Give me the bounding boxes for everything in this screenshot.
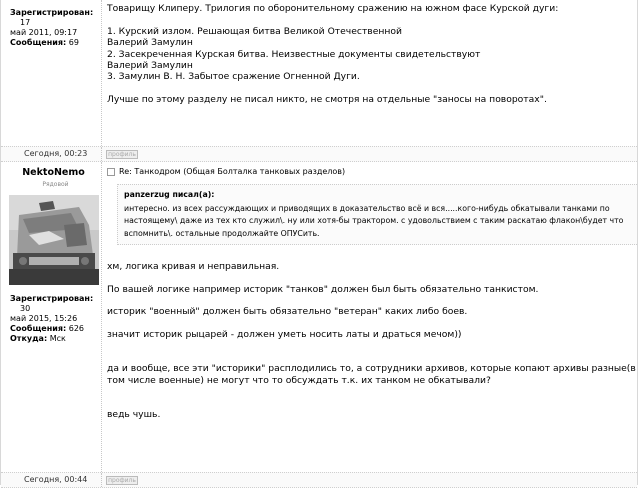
messages-count: 69 — [68, 38, 79, 47]
post-footer — [1, 146, 637, 162]
post-author-info — [1, 0, 101, 146]
post-paragraph: историк "военный" должен быть обязательно "ветеран" каких либо боев. — [107, 306, 468, 318]
post-line: 3. Замулин В. Н. Забытое сражение Огненной Дуги. — [107, 71, 360, 83]
messages-label: Сообщения: — [10, 38, 67, 47]
post-paragraph: ведь чушь. — [107, 409, 161, 421]
messages-count: 626 — [68, 324, 85, 333]
quote-block — [117, 184, 637, 245]
post-paragraph: значит историк рыцарей - должен уметь носить латы и драться мечом)) — [107, 329, 462, 341]
post-date: Сегодня, 00:23 — [24, 149, 88, 158]
avatar — [9, 195, 99, 285]
quote-author: panzerzug писал(а): — [124, 190, 215, 199]
post — [1, 0, 637, 146]
post-content — [101, 162, 637, 472]
profile-button[interactable]: профиль — [106, 150, 138, 159]
registered-date: май 2011, 09:17 — [10, 28, 78, 37]
from-label: Откуда: — [10, 334, 48, 343]
post-line: Валерий Замулин — [107, 60, 193, 72]
post-body — [102, 3, 637, 106]
registered-value: 17 — [20, 18, 31, 27]
post-line: Лучше по этому разделу не писал никто, не смотря на отдельные "заносы на поворотах". — [107, 94, 547, 106]
messages-label: Сообщения: — [10, 324, 67, 333]
post-line: Товарищу Клиперу. Трилогия по оборонительному сражению на южном фасе Курской дуги: — [107, 3, 559, 14]
post-paragraph: да и вообще, все эти "историки" расплодились то, а сотрудники архивов, которые копают архивы разные(в том числе военные) не могут что то обсуждать т.к. их танком не обкатывали? — [107, 363, 636, 386]
post-body — [102, 261, 637, 421]
post-content — [101, 0, 637, 146]
registered-label: Зарегистрирован: — [10, 8, 94, 17]
post-paragraph: По вашей логике например историк "танков" должен был быть обязательно танкистом. — [107, 283, 539, 295]
author-rank: Рядовой — [42, 181, 69, 188]
post-line: 1. Курский излом. Решающая битва Великой Отечественной — [107, 25, 402, 37]
post-footer — [1, 472, 637, 488]
post-title-text: Re: Танкодром (Общая Болталка танковых разделов) — [119, 167, 346, 176]
post-author-info — [1, 162, 101, 472]
post-paragraph: хм, логика кривая и неправильная. — [107, 260, 280, 272]
post-line: Валерий Замулин — [107, 37, 193, 49]
registered-value: 30 — [20, 304, 31, 313]
post-line: 2. Засекреченная Курская битва. Неизвестные документы свидетельствуют — [107, 48, 481, 60]
post-title — [102, 166, 637, 178]
post — [1, 162, 637, 472]
from-value: Мск — [49, 334, 66, 343]
tank-avatar-image — [9, 195, 99, 285]
post-icon — [107, 168, 115, 176]
registered-date: май 2015, 15:26 — [10, 314, 78, 323]
profile-button[interactable]: профиль — [106, 476, 138, 485]
post-date: Сегодня, 00:44 — [24, 475, 88, 484]
registered-label: Зарегистрирован: — [10, 294, 94, 303]
quote-text: интересно. из всех рассуждающих и приводящих в доказательство всё и вся.....кого-нибудь обкатывали танками по настоящему\ даже из тех кто служил\. ну или хотя-бы трактором. с удовольствием с таким раскатаю флакон\будет что вспомнить\. остальные продолжайте ОПУСить. — [124, 204, 624, 238]
author-nickname[interactable]: NektoNemo — [22, 167, 85, 178]
